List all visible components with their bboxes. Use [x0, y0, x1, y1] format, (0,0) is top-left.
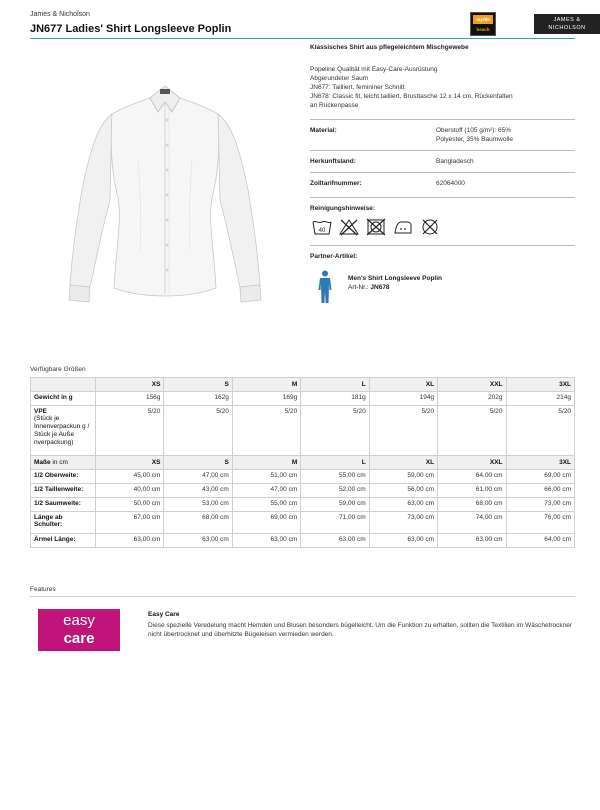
james-nicholson-logo: JAMES & NICHOLSON [534, 14, 600, 34]
page-title: JN677 Ladies' Shirt Longsleeve Poplin [30, 23, 232, 35]
size-header: M [232, 456, 300, 470]
header-divider [30, 38, 575, 39]
table-cell: 61,00 cm [438, 484, 506, 498]
no-bleach-icon [339, 218, 359, 236]
table-cell: 169g [232, 392, 300, 406]
table-row [31, 534, 575, 548]
table-cell: 69,00 cm [232, 512, 300, 534]
table-cell: 53,00 cm [164, 498, 232, 512]
table-cell: 156g [96, 392, 164, 406]
table-cell: 5/20 [232, 406, 300, 456]
size-header: XXL [438, 456, 506, 470]
partner-article[interactable] [318, 270, 575, 304]
origin-value: Bangladesch [436, 158, 474, 165]
row-label: Gewicht in g [31, 392, 96, 406]
table-cell: 55,00 cm [232, 498, 300, 512]
table-cell: 71,00 cm [301, 512, 369, 534]
table-cell: 52,00 cm [301, 484, 369, 498]
person-icon [318, 270, 332, 304]
material-value-line: Polyester, 35% Baumwolle [436, 136, 513, 143]
badge-line-2: care [63, 630, 95, 647]
table-cell: 5/20 [96, 406, 164, 456]
partner-art-number [348, 283, 442, 292]
table-cell: 194g [369, 392, 437, 406]
table-cell: 74,00 cm [438, 512, 506, 534]
table-cell: 214g [506, 392, 574, 406]
partner-name: Men's Shirt Longsleeve Poplin [348, 275, 443, 282]
table-cell: 5/20 [164, 406, 232, 456]
table-header-row [31, 456, 575, 470]
partner-art-value: JN678 [370, 284, 390, 291]
table-cell: 64,00 cm [438, 470, 506, 484]
table-cell: 69,00 cm [506, 470, 574, 484]
no-dry-clean-icon [420, 218, 440, 236]
table-cell: 59,00 cm [369, 470, 437, 484]
product-details [310, 44, 575, 304]
measure-label [31, 456, 96, 470]
table-cell: 66,00 cm [506, 484, 574, 498]
table-cell: 68,00 cm [164, 512, 232, 534]
sizes-table [30, 377, 575, 548]
description-line: JN677: Tailliert, femininer Schnitt [310, 84, 405, 91]
origin-label: Herkunftsland: [310, 158, 356, 165]
table-row [31, 484, 575, 498]
material-label: Material: [310, 127, 337, 134]
table-cell: 63,00 cm [369, 498, 437, 512]
row-label: Ärmel Länge: [31, 534, 96, 548]
iron-medium-icon [393, 218, 413, 236]
product-lead: Klassisches Shirt aus pflegeleichtem Mischgewebe [310, 44, 469, 51]
feature-title: Easy Care [148, 611, 180, 618]
tariff-label: Zolltarifnummer: [310, 180, 362, 187]
product-description [310, 65, 575, 110]
row-label: 1/2 Oberweite: [31, 470, 96, 484]
table-cell: 45,00 cm [96, 470, 164, 484]
partner-art-label: Art-Nr.: [348, 284, 371, 291]
table-cell: 5/20 [438, 406, 506, 456]
table-cell: 40,00 cm [96, 484, 164, 498]
product-image [60, 80, 270, 310]
table-cell: 73,00 cm [506, 498, 574, 512]
size-header: XL [369, 456, 437, 470]
features-title: Features [30, 586, 56, 593]
row-label [31, 406, 96, 456]
table-cell: 63,00 cm [96, 534, 164, 548]
table-cell: 43,00 cm [164, 484, 232, 498]
description-line: Popeline Qualität mit Easy-Care-Ausrüstung [310, 66, 438, 73]
divider [310, 150, 575, 151]
measure-label-unit: in cm [50, 459, 68, 466]
table-cell: 63,00 cm [438, 534, 506, 548]
logo-mb-top: myrtle [473, 15, 493, 24]
care-icons [312, 218, 575, 236]
table-cell: 68,00 cm [438, 498, 506, 512]
shirt-illustration [60, 80, 270, 310]
logo-mb-bottom: beach [476, 27, 490, 32]
table-cell: 55,00 cm [301, 470, 369, 484]
no-tumble-dry-icon [366, 218, 386, 236]
table-cell: 59,00 cm [301, 498, 369, 512]
size-header: 3XL [506, 456, 574, 470]
table-cell: 63,00 cm [369, 534, 437, 548]
vpe-sublabel: (Stück je Innenverpackun g / Stück je Auße nverpackung) [34, 415, 90, 446]
description-line: JN678: Classic fit, leicht tailliert, Brusttasche 12 x 14 cm, Rückenfalten [310, 93, 513, 100]
table-cell: 5/20 [506, 406, 574, 456]
description-line: an Rückenpasse [310, 102, 359, 109]
origin-row [310, 157, 575, 166]
divider [310, 172, 575, 173]
feature-description [148, 610, 578, 639]
size-header: XXL [438, 378, 506, 392]
description-line: Abgerundeter Saum [310, 75, 369, 82]
material-value [436, 126, 575, 144]
size-header: XS [96, 456, 164, 470]
table-cell: 64,00 cm [506, 534, 574, 548]
size-header: L [301, 456, 369, 470]
measure-label-bold: Maße [34, 459, 51, 466]
table-cell: 162g [164, 392, 232, 406]
table-cell: 63,00 cm [301, 534, 369, 548]
size-header: S [164, 378, 232, 392]
easy-care-badge [38, 609, 120, 651]
table-cell: 50,00 cm [96, 498, 164, 512]
table-cell: 63,00 cm [164, 534, 232, 548]
row-label: 1/2 Saumweite: [31, 498, 96, 512]
brand-name: James & Nicholson [30, 11, 90, 18]
table-row [31, 392, 575, 406]
row-label: 1/2 Taillenweite: [31, 484, 96, 498]
table-cell: 5/20 [301, 406, 369, 456]
table-corner [31, 378, 96, 392]
table-row [31, 512, 575, 534]
table-cell: 73,00 cm [369, 512, 437, 534]
table-cell: 47,00 cm [164, 470, 232, 484]
table-cell: 51,00 cm [232, 470, 300, 484]
size-header: S [164, 456, 232, 470]
row-label: Länge ab Schulter: [31, 512, 96, 534]
table-row [31, 406, 575, 456]
tariff-value: 62064000 [436, 180, 465, 187]
table-cell: 63,00 cm [232, 534, 300, 548]
table-cell: 47,00 cm [232, 484, 300, 498]
size-header: XS [96, 378, 164, 392]
size-header: 3XL [506, 378, 574, 392]
table-cell: 202g [438, 392, 506, 406]
sizes-title: Verfügbare Größen [30, 366, 86, 373]
myrtle-beach-logo [470, 12, 496, 36]
material-value-line: Oberstoff (105 g/m²): 65% [436, 127, 512, 134]
table-row [31, 470, 575, 484]
feature-text: Diese spezielle Veredelung macht Hemden und Blusen besonders bügelleicht. Um die Funktion zu erhalten, sollten die Textilien im Wäschetrockner nicht übertrocknet und überhitzte Bügeleisen vermieden werden. [148, 622, 573, 638]
material-row [310, 126, 575, 144]
size-header: L [301, 378, 369, 392]
table-cell: 76,00 cm [506, 512, 574, 534]
vpe-label: VPE [34, 408, 48, 415]
size-header: M [232, 378, 300, 392]
divider [310, 119, 575, 120]
page-header [30, 8, 586, 38]
table-cell: 5/20 [369, 406, 437, 456]
table-row [31, 498, 575, 512]
features-divider [30, 596, 575, 597]
table-header-row [31, 378, 575, 392]
wash-temp: 40 [318, 228, 326, 234]
wash-40-icon [312, 218, 332, 236]
badge-line-1: easy [63, 612, 95, 629]
tariff-row [310, 179, 575, 188]
partner-info [348, 270, 442, 304]
care-label: Reinigungshinweise: [310, 205, 376, 212]
divider [310, 197, 575, 198]
table-cell: 56,00 cm [369, 484, 437, 498]
table-cell: 181g [301, 392, 369, 406]
table-cell: 67,00 cm [96, 512, 164, 534]
size-header: XL [369, 378, 437, 392]
divider [310, 245, 575, 246]
partner-label: Partner-Artikel: [310, 253, 358, 260]
